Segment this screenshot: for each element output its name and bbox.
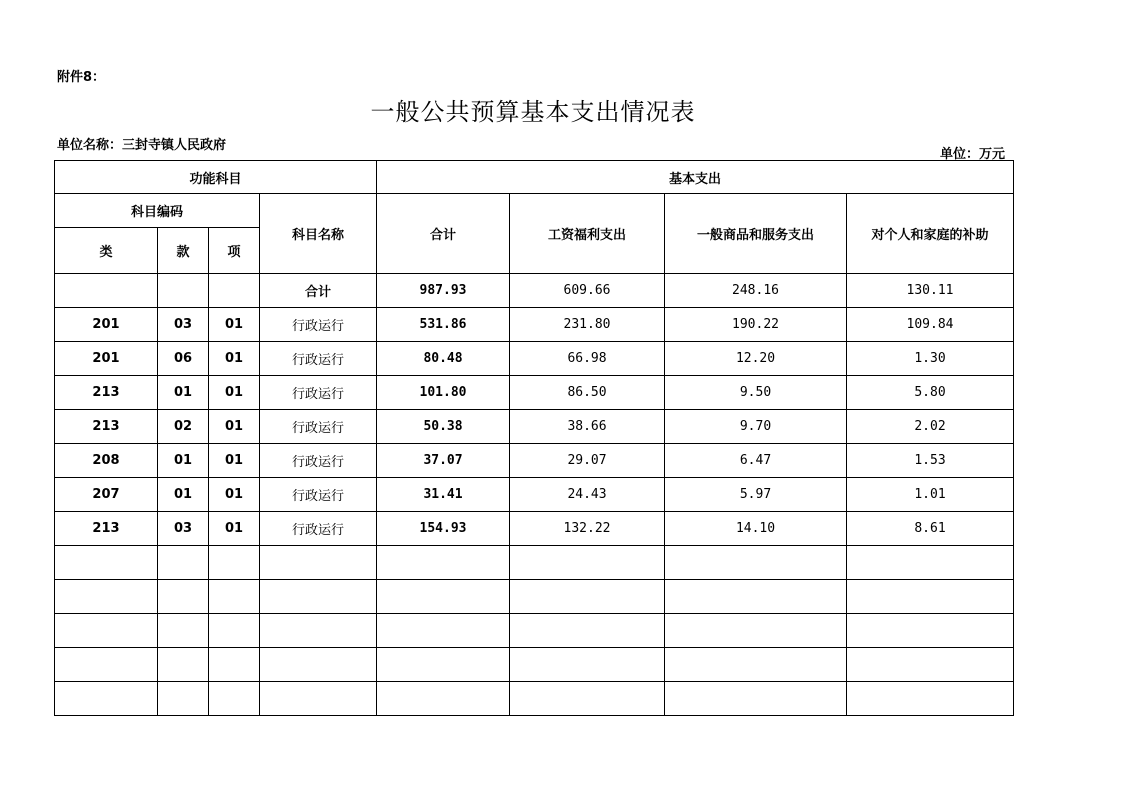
empty-cell	[847, 682, 1014, 716]
row-subsidy: 1.53	[847, 444, 1014, 478]
empty-cell	[847, 580, 1014, 614]
row-kuan: 06	[158, 342, 209, 376]
row-subject-name: 行政运行	[260, 342, 377, 376]
total-xiang	[209, 274, 260, 308]
empty-cell	[55, 648, 158, 682]
row-xiang: 01	[209, 478, 260, 512]
empty-cell	[510, 614, 665, 648]
row-total: 80.48	[377, 342, 510, 376]
row-lei: 201	[55, 308, 158, 342]
table-row	[55, 342, 1014, 376]
empty-cell	[209, 546, 260, 580]
page-title: 一般公共预算基本支出情况表	[370, 98, 696, 126]
header-xiang: 项	[209, 228, 260, 274]
header-total: 合计	[377, 194, 510, 274]
empty-cell	[260, 614, 377, 648]
row-salary: 29.07	[510, 444, 665, 478]
empty-row	[55, 546, 1014, 580]
empty-cell	[260, 580, 377, 614]
empty-cell	[377, 648, 510, 682]
header-lei: 类	[55, 228, 158, 274]
row-xiang: 01	[209, 444, 260, 478]
header-subject-code: 科目编码	[55, 194, 260, 228]
empty-cell	[260, 682, 377, 716]
total-subsidy: 130.11	[847, 274, 1014, 308]
empty-cell	[260, 546, 377, 580]
empty-cell	[209, 580, 260, 614]
row-subject-name: 行政运行	[260, 512, 377, 546]
header-subject-name: 科目名称	[260, 194, 377, 274]
total-lei	[55, 274, 158, 308]
row-goods: 12.20	[665, 342, 847, 376]
row-subsidy: 5.80	[847, 376, 1014, 410]
total-row	[55, 274, 1014, 308]
table-row	[55, 444, 1014, 478]
empty-row	[55, 614, 1014, 648]
row-goods: 190.22	[665, 308, 847, 342]
empty-cell	[55, 614, 158, 648]
table-row	[55, 410, 1014, 444]
row-subject-name: 行政运行	[260, 410, 377, 444]
header-goods-services: 一般商品和服务支出	[665, 194, 847, 274]
empty-cell	[55, 580, 158, 614]
row-total: 154.93	[377, 512, 510, 546]
row-goods: 9.50	[665, 376, 847, 410]
empty-cell	[510, 546, 665, 580]
empty-row	[55, 682, 1014, 716]
total-sum: 987.93	[377, 274, 510, 308]
row-total: 101.80	[377, 376, 510, 410]
row-salary: 38.66	[510, 410, 665, 444]
empty-cell	[847, 546, 1014, 580]
row-salary: 86.50	[510, 376, 665, 410]
row-xiang: 01	[209, 512, 260, 546]
total-salary: 609.66	[510, 274, 665, 308]
empty-cell	[665, 614, 847, 648]
row-total: 531.86	[377, 308, 510, 342]
row-subsidy: 1.30	[847, 342, 1014, 376]
row-lei: 207	[55, 478, 158, 512]
row-subsidy: 1.01	[847, 478, 1014, 512]
budget-table	[54, 160, 1014, 716]
empty-row	[55, 648, 1014, 682]
table-row	[55, 308, 1014, 342]
row-subject-name: 行政运行	[260, 308, 377, 342]
total-goods: 248.16	[665, 274, 847, 308]
row-lei: 201	[55, 342, 158, 376]
row-lei: 213	[55, 512, 158, 546]
row-total: 37.07	[377, 444, 510, 478]
row-goods: 14.10	[665, 512, 847, 546]
total-kuan	[158, 274, 209, 308]
total-label: 合计	[260, 274, 377, 308]
header-kuan: 款	[158, 228, 209, 274]
empty-cell	[665, 648, 847, 682]
empty-cell	[55, 546, 158, 580]
empty-cell	[665, 580, 847, 614]
empty-cell	[665, 546, 847, 580]
empty-cell	[377, 546, 510, 580]
row-xiang: 01	[209, 342, 260, 376]
header-row-1	[55, 161, 1014, 194]
empty-cell	[158, 546, 209, 580]
row-kuan: 01	[158, 444, 209, 478]
empty-cell	[55, 682, 158, 716]
row-salary: 132.22	[510, 512, 665, 546]
empty-cell	[510, 682, 665, 716]
empty-cell	[158, 648, 209, 682]
row-subject-name: 行政运行	[260, 376, 377, 410]
currency-unit: 单位：万元	[940, 147, 1006, 162]
table-row	[55, 376, 1014, 410]
row-xiang: 01	[209, 410, 260, 444]
row-salary: 231.80	[510, 308, 665, 342]
empty-cell	[377, 614, 510, 648]
header-subsidy: 对个人和家庭的补助	[847, 194, 1014, 274]
row-kuan: 03	[158, 308, 209, 342]
empty-row	[55, 580, 1014, 614]
row-kuan: 01	[158, 478, 209, 512]
row-kuan: 03	[158, 512, 209, 546]
row-lei: 213	[55, 376, 158, 410]
attachment-label: 附件8：	[57, 70, 106, 85]
empty-cell	[260, 648, 377, 682]
row-total: 50.38	[377, 410, 510, 444]
table-row	[55, 512, 1014, 546]
row-xiang: 01	[209, 308, 260, 342]
row-subject-name: 行政运行	[260, 478, 377, 512]
header-salary: 工资福利支出	[510, 194, 665, 274]
empty-cell	[158, 682, 209, 716]
row-salary: 66.98	[510, 342, 665, 376]
empty-cell	[209, 614, 260, 648]
row-xiang: 01	[209, 376, 260, 410]
row-lei: 208	[55, 444, 158, 478]
row-total: 31.41	[377, 478, 510, 512]
empty-cell	[510, 648, 665, 682]
row-goods: 5.97	[665, 478, 847, 512]
empty-cell	[847, 648, 1014, 682]
empty-cell	[377, 580, 510, 614]
empty-cell	[847, 614, 1014, 648]
row-subsidy: 8.61	[847, 512, 1014, 546]
row-subsidy: 2.02	[847, 410, 1014, 444]
row-lei: 213	[55, 410, 158, 444]
header-functional-subject: 功能科目	[55, 161, 377, 194]
empty-cell	[158, 614, 209, 648]
row-goods: 9.70	[665, 410, 847, 444]
empty-cell	[510, 580, 665, 614]
empty-cell	[158, 580, 209, 614]
table-row	[55, 478, 1014, 512]
row-goods: 6.47	[665, 444, 847, 478]
empty-cell	[665, 682, 847, 716]
row-salary: 24.43	[510, 478, 665, 512]
unit-name: 单位名称：三封寺镇人民政府	[57, 138, 227, 153]
row-kuan: 02	[158, 410, 209, 444]
row-kuan: 01	[158, 376, 209, 410]
row-subject-name: 行政运行	[260, 444, 377, 478]
header-row-2	[55, 194, 1014, 228]
empty-cell	[209, 682, 260, 716]
row-subsidy: 109.84	[847, 308, 1014, 342]
empty-cell	[209, 648, 260, 682]
header-basic-expenditure: 基本支出	[377, 161, 1014, 194]
empty-cell	[377, 682, 510, 716]
